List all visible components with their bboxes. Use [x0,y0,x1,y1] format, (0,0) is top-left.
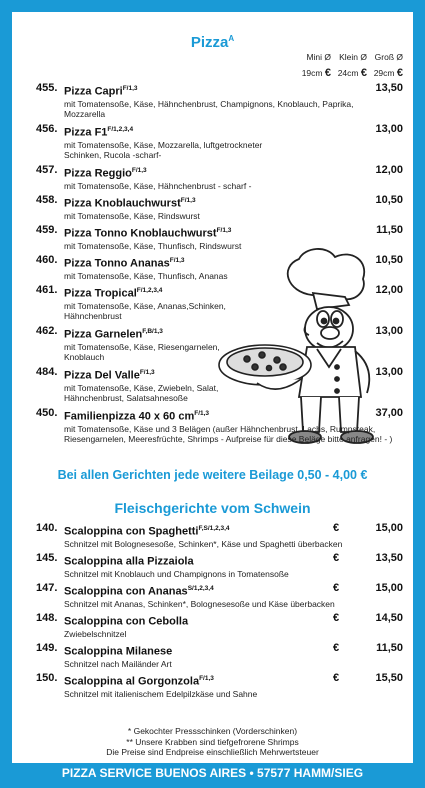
list-item: 149. Scaloppina Milanese € 11,50 Schnitzel nach Mailänder Art [36,642,403,669]
list-item: 457. Pizza Reggio$^{F/1,3}$ 12,00 mit Tomatensoße, Käse, Hähnchenbrust - scharf - [36,164,403,191]
pizza-section-title: Pizza$^A$ [190,34,235,51]
list-item: 147. Scaloppina con Ananas$^{S/1,2,3,4}$ € 15,00 Schnitzel mit Ananas, Schinken*, Bolognesesoße und Käse überbacken [36,582,403,609]
list-item: 150. Scaloppina al Gorgonzola$^{F/1,3}$ € 15,50 Schnitzel mit italienischem Edelpilzkäse und Sahne [36,672,403,699]
menu-card [12,12,413,763]
side-dish-banner: Bei allen Gerichten jede weitere Beilage 0,50 - 4,00 € [57,468,368,482]
list-item: 145. Scaloppina alla Pizzaiola € 13,50 Schnitzel mit Knoblauch und Champignons in Tomatensoße [36,552,403,579]
list-item: 458. Pizza Knoblauchwurst$^{F/1,3}$ 10,50 mit Tomatensoße, Käse, Rindswurst [36,194,403,221]
size-cm-row: 19cm € 24cm € 29cm € [301,67,403,79]
list-item: 459. Pizza Tonno Knoblauchwurst$^{F/1,3}$ 11,50 mit Tomatensoße, Käse, Thunfisch, Rindswurst [36,224,403,251]
list-item: 462. Pizza Garnelen$^{F,B/1,3}$ 13,00 mit Tomatensoße, Käse, Riesengarnelen, Knoblauch [36,325,403,363]
list-item: 460. Pizza Tonno Ananas$^{F/1,3}$ 10,50 mit Tomatensoße, Käse, Thunfisch, Ananas [36,254,403,281]
size-header [301,52,403,79]
list-item: 450. Familienpizza 40 x 60 $cm^{F/1,3}$ 37,00 mit Tomatensoße, Käse und 3 Belägen (außer Hähnchenbrust, Lachs, Rumpsteak, Riesengarnelen, Meeresfrüchte, Shrimps - Aufpreise für diese Beläge bitte anfragen! - ) [36,407,403,445]
footer-text: PIZZA SERVICE BUENOS AIRES • 57577 HAMM/SIEG [61,766,364,780]
list-item: 456. Pizza $F1^{F/1,2,3,4}$ 13,00 mit Tomatensoße, Käse, Mozzarella, luftgetrockneter Schinken, Rucola -scharf- [36,123,403,161]
meat-section-title: Fleischgerichte vom Schwein [114,500,311,516]
list-item: 148. Scaloppina con Cebolla € 14,50 Zwiebelschnitzel [36,612,403,639]
list-item: 140. Scaloppina con Spaghetti$^{F,S/1,2,3,4}$ € 15,00 Schnitzel mit Bolognesesoße, Schinken*, Käse und Spaghetti überbacken [36,522,403,549]
footnotes: * Gekochter Pressschinken (Vorderschinken) ** Unsere Krabben sind tiefgefrorene Shrimps Die Preise sind Endpreise einschließlich Mehrwertsteuer [106,726,319,757]
list-item: 455. Pizza Capri$^{F/1,3}$ 13,50 mit Tomatensoße, Käse, Hähnchenbrust, Champignons, Knoblauch, Paprika, Mozzarella [36,82,403,120]
list-item: 484. Pizza Del Valle$^{F/1,3}$ 13,00 mit Tomatensoße, Käse, Zwiebeln, Salat, Hähnchenbrust, Salatsahnesoße [36,366,403,404]
list-item: 461. Pizza Tropical$^{F/1,2,3,4}$ 12,00 mit Tomatensoße, Käse, Ananas,Schinken, Hähnchenbrust [36,284,403,322]
size-names-row: Mini Ø Klein Ø Groß Ø [306,52,403,62]
